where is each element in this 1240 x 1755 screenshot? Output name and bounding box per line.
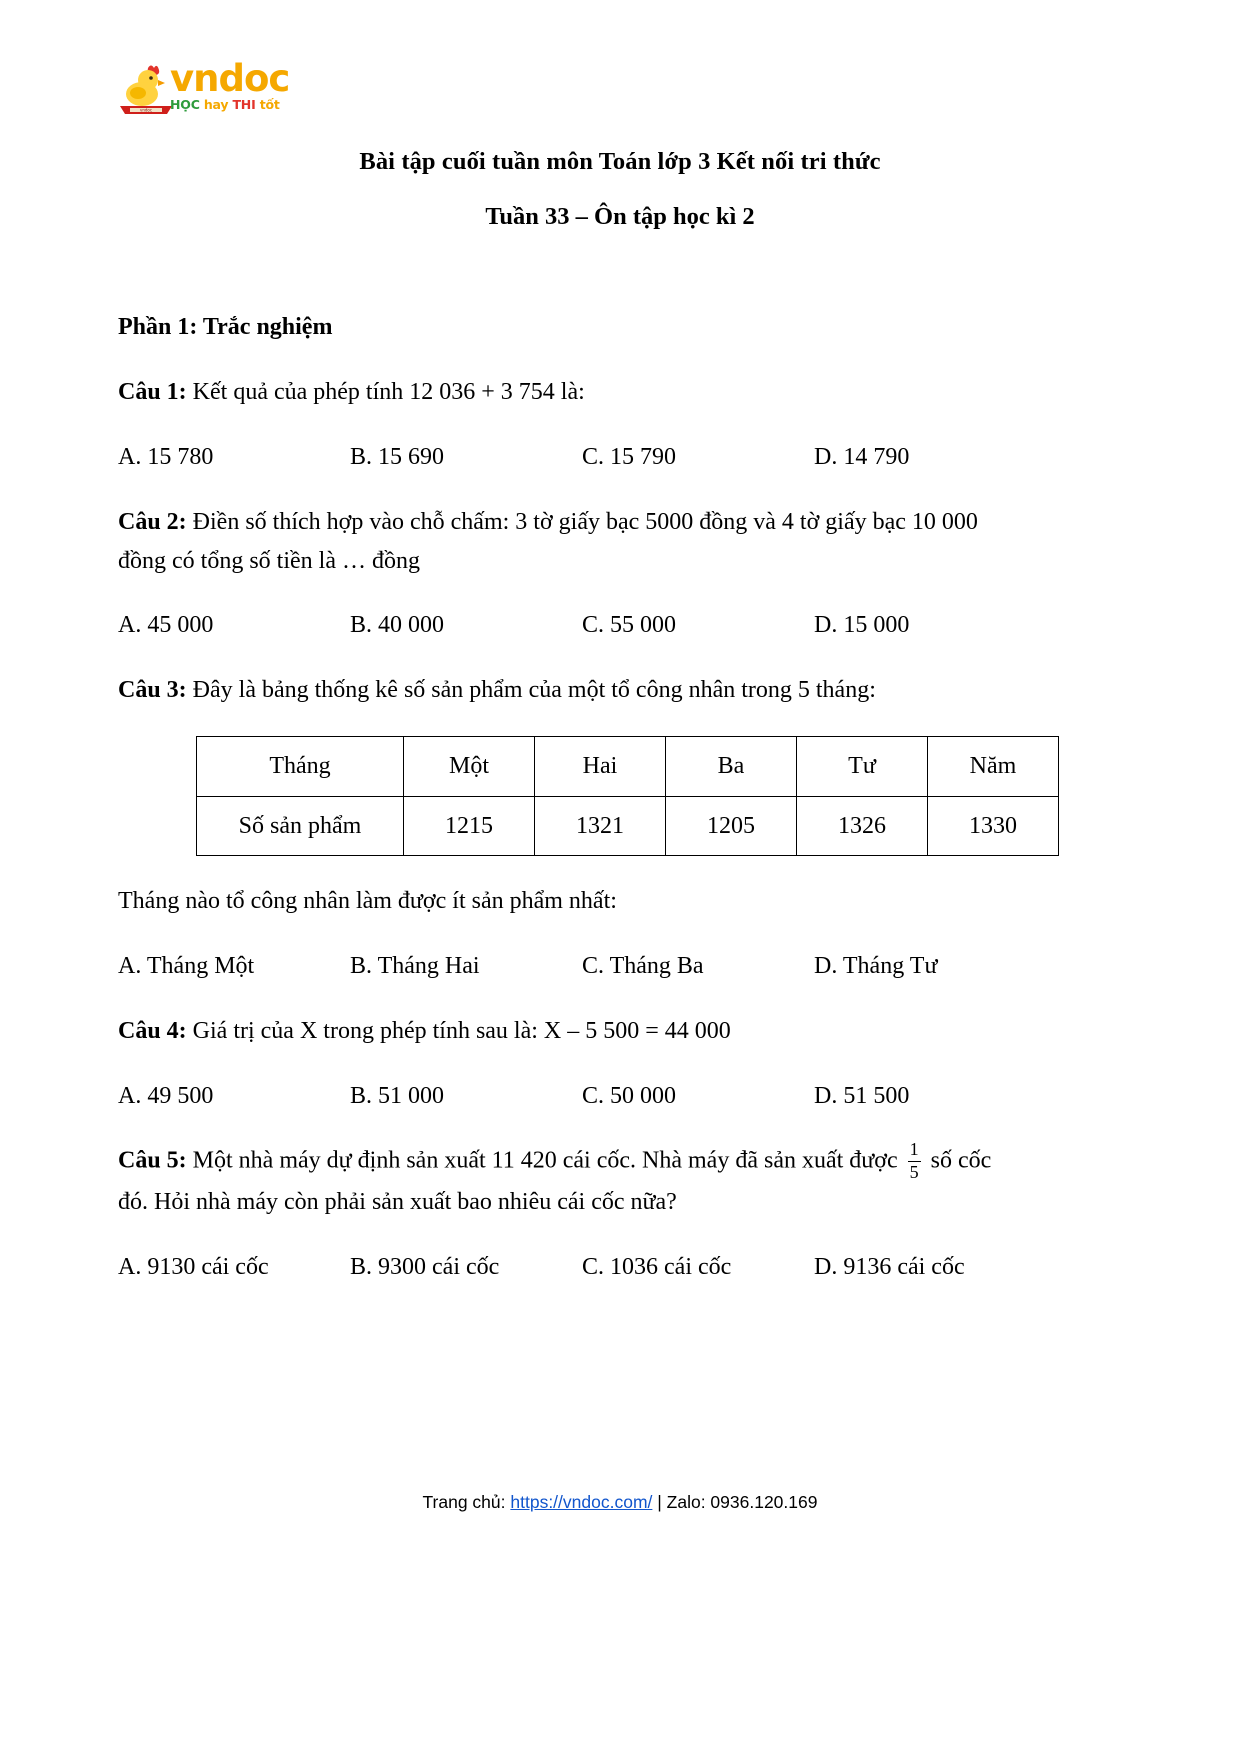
question-2-option-c[interactable]: C. 55 000 (582, 612, 677, 639)
question-1-number: Câu 1: (118, 378, 187, 405)
question-1-option-d[interactable]: D. 14 790 (814, 443, 910, 470)
footer-prefix: Trang chủ: (422, 1492, 511, 1512)
question-5-text-part-1: Một nhà máy dự định sản xuất 11 420 cái cốc. Nhà máy đã sản xuất được (186, 1147, 904, 1174)
table-row-header-products: Số sản phẩm (197, 796, 404, 855)
table-cell-value-4: 1326 (797, 796, 928, 855)
question-5-text-part-2: số cốc đó. Hỏi nhà máy còn phải sản xuất bao nhiêu cái cốc nữa? (118, 1147, 992, 1216)
question-4-option-d[interactable]: D. 51 500 (814, 1082, 910, 1109)
question-3-number: Câu 3: (118, 677, 187, 704)
logo-tagline-hoc: HỌC (170, 97, 200, 112)
logo-tagline-tot: tốt (259, 97, 280, 112)
question-3-text: Đây là bảng thống kê số sản phẩm của một tổ công nhân trong 5 tháng: (186, 677, 876, 704)
question-3-option-d[interactable]: D. Tháng Tư (814, 952, 938, 979)
question-4-option-a[interactable]: A. 49 500 (118, 1082, 214, 1109)
question-4-options (118, 1077, 1123, 1116)
question-1-text: Kết quả của phép tính 12 036 + 3 754 là: (186, 378, 585, 405)
page-title: Bài tập cuối tuần môn Toán lớp 3 Kết nối tri thức (359, 148, 881, 175)
table-header-month-2: Hai (535, 737, 666, 796)
table-row (197, 796, 1059, 855)
question-2-number: Câu 2: (118, 508, 187, 535)
question-5-option-b[interactable]: B. 9300 cái cốc (350, 1254, 500, 1281)
table-cell-value-1: 1215 (404, 796, 535, 855)
logo-tagline-hay: hay (203, 97, 229, 112)
question-5-option-a[interactable]: A. 9130 cái cốc (118, 1254, 269, 1281)
footer-suffix: | Zalo: 0936.120.169 (652, 1492, 818, 1512)
question-3-option-c[interactable]: C. Tháng Ba (582, 952, 704, 979)
question-3-options (118, 947, 1123, 986)
question-3-option-b[interactable]: B. Tháng Hai (350, 952, 480, 979)
question-3-option-a[interactable]: A. Tháng Một (118, 952, 255, 979)
statistics-table (196, 736, 1059, 856)
question-1-option-c[interactable]: C. 15 790 (582, 443, 677, 470)
table-header-month-4: Tư (797, 737, 928, 796)
question-2-option-a[interactable]: A. 45 000 (118, 612, 214, 639)
table-row (197, 737, 1059, 796)
question-3-prompt (118, 671, 1123, 710)
question-1-options (118, 438, 1123, 477)
question-5-prompt (118, 1141, 998, 1222)
logo-tagline (170, 98, 296, 112)
question-5-option-c[interactable]: C. 1036 cái cốc (582, 1254, 732, 1281)
table-header-month-5: Năm (928, 737, 1059, 796)
table-row-header-month: Tháng (197, 737, 404, 796)
logo-tagline-thi: THI (232, 97, 256, 112)
question-2-options (118, 606, 1123, 645)
question-1-option-b[interactable]: B. 15 690 (350, 443, 445, 470)
table-cell-value-3: 1205 (666, 796, 797, 855)
footer-homepage-link[interactable]: https://vndoc.com/ (510, 1492, 653, 1512)
question-2-text: Điền số thích hợp vào chỗ chấm: 3 tờ giấy bạc 5000 đồng và 4 tờ giấy bạc 10 000 đồng có tổng số tiền là … đồng (118, 508, 978, 574)
question-5-number: Câu 5: (118, 1147, 187, 1174)
table-header-month-1: Một (404, 737, 535, 796)
question-4-text: Giá trị của X trong phép tính sau là: X – 5 500 = 44 000 (186, 1017, 731, 1044)
page-subtitle: Tuần 33 – Ôn tập học kì 2 (485, 203, 755, 230)
question-4-number: Câu 4: (118, 1017, 187, 1044)
logo-text-group (170, 57, 296, 112)
question-4-option-b[interactable]: B. 51 000 (350, 1082, 445, 1109)
question-2-option-b[interactable]: B. 40 000 (350, 612, 445, 639)
question-5-options (118, 1248, 1123, 1287)
section-heading: Phần 1: Trắc nghiệm (118, 314, 333, 340)
question-4-prompt (118, 1012, 1123, 1051)
question-1-option-a[interactable]: A. 15 780 (118, 443, 214, 470)
question-2-prompt (118, 503, 998, 581)
fraction-numerator: 1 (909, 1139, 919, 1160)
chick-logo-icon (118, 62, 174, 118)
question-4-option-c[interactable]: C. 50 000 (582, 1082, 677, 1109)
table-header-month-3: Ba (666, 737, 797, 796)
svg-text:vndoc: vndoc (139, 107, 153, 113)
logo-brand-text: vndoc (170, 57, 290, 100)
vndoc-logo[interactable] (118, 58, 293, 120)
table-cell-value-5: 1330 (928, 796, 1059, 855)
document-body (118, 308, 1123, 1313)
question-3-followup: Tháng nào tổ công nhân làm được ít sản phẩm nhất: (118, 887, 617, 914)
page-footer (0, 1492, 1240, 1513)
table-cell-value-2: 1321 (535, 796, 666, 855)
question-2-option-d[interactable]: D. 15 000 (814, 612, 910, 639)
fraction-one-fifth (908, 1140, 921, 1182)
question-1-prompt (118, 373, 1123, 412)
question-5-option-d[interactable]: D. 9136 cái cốc (814, 1254, 965, 1281)
fraction-denominator: 5 (909, 1161, 919, 1182)
